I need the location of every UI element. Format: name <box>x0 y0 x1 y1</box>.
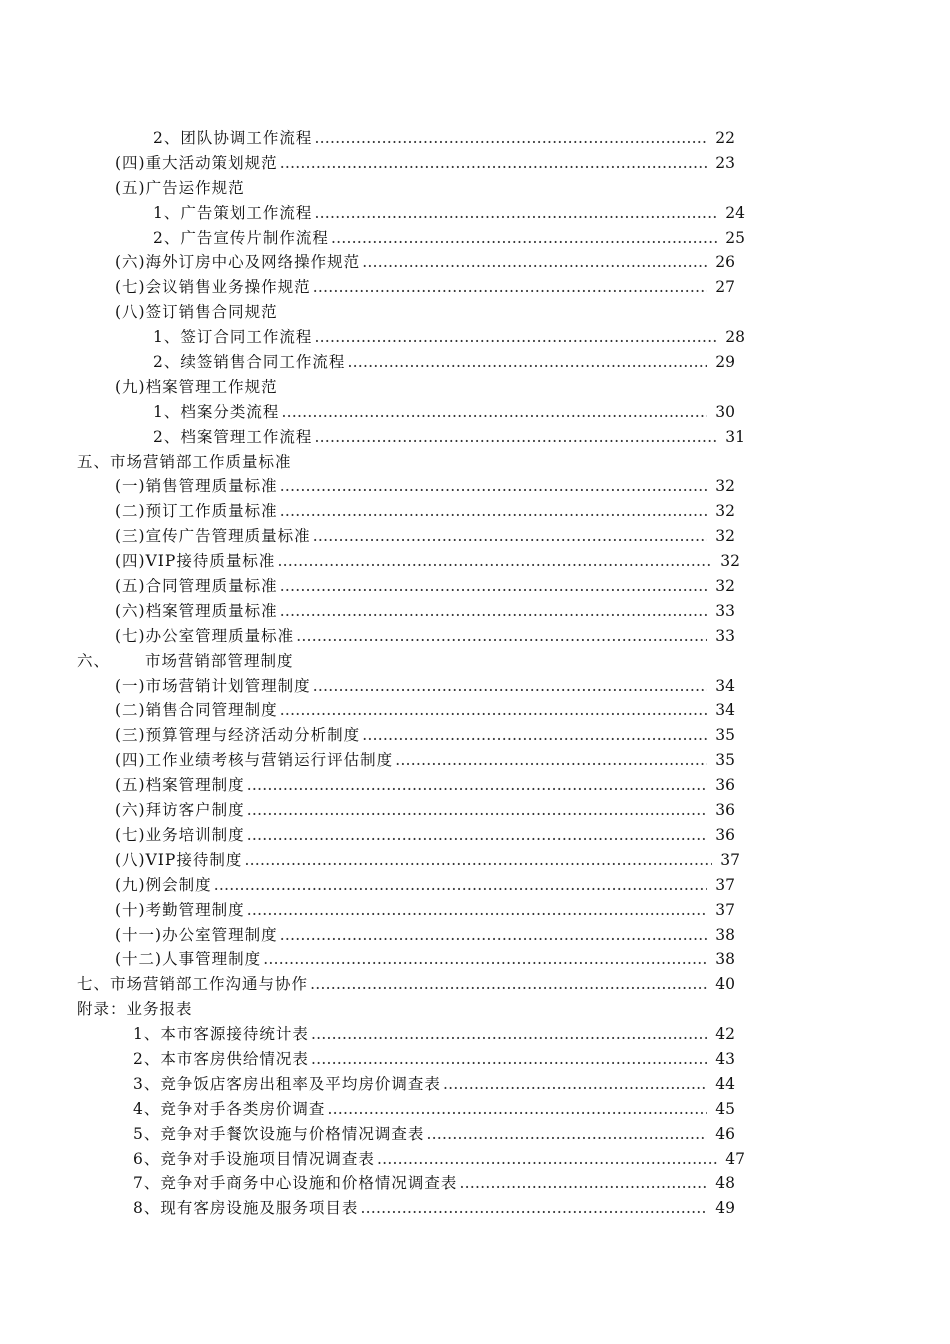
toc-entry[interactable] <box>0 549 740 574</box>
toc-page-number: 47 <box>725 1149 745 1168</box>
toc-entry-label: 2、档案管理工作流程 <box>153 427 313 446</box>
toc-entry-label: 附录：业务报表 <box>77 1000 193 1019</box>
toc-entry-label: (六)拜访客户制度 <box>115 801 245 820</box>
toc-entry-label: 1、本市客源接待统计表 <box>133 1025 309 1044</box>
toc-entry-label: (一)销售管理质量标准 <box>115 477 278 496</box>
toc-entry-label: 1、广告策划工作流程 <box>153 203 313 222</box>
toc-entry[interactable] <box>0 599 735 624</box>
dot-leader <box>247 823 708 848</box>
toc-page-number: 28 <box>725 328 745 347</box>
dot-leader <box>377 1147 717 1172</box>
toc-page-number: 35 <box>715 751 735 770</box>
toc-page-number: 24 <box>725 203 745 222</box>
toc-page-number: 25 <box>725 228 745 247</box>
dot-leader <box>280 923 708 948</box>
dot-leader <box>311 1047 707 1072</box>
toc-entry[interactable] <box>0 275 735 300</box>
dot-leader <box>280 151 708 176</box>
dot-leader <box>244 848 712 873</box>
dot-leader <box>310 972 707 997</box>
toc-entry[interactable] <box>0 947 735 972</box>
toc-entry-label: 2、团队协调工作流程 <box>153 129 313 147</box>
toc-entry[interactable] <box>0 972 735 997</box>
toc-entry[interactable] <box>0 698 735 723</box>
toc-entry[interactable] <box>0 848 740 873</box>
toc-entry[interactable] <box>0 997 950 1022</box>
toc-page-number: 27 <box>715 278 735 297</box>
toc-entry[interactable] <box>0 350 735 375</box>
toc-page-number: 36 <box>715 801 735 820</box>
dot-leader <box>296 624 707 649</box>
dot-leader <box>360 1196 707 1221</box>
toc-entry[interactable] <box>0 1072 735 1097</box>
toc-entry[interactable] <box>0 1047 735 1072</box>
toc-entry-label: 七、市场营销部工作沟通与协作 <box>77 975 309 994</box>
dot-leader <box>362 723 707 748</box>
toc-entry-label: (二)预订工作质量标准 <box>115 502 278 521</box>
toc-page-number: 38 <box>715 925 735 944</box>
toc-entry[interactable] <box>0 748 735 773</box>
toc-entry-label: (三)预算管理与经济活动分析制度 <box>115 726 361 745</box>
toc-entry-label: (五)广告运作规范 <box>115 178 245 197</box>
toc-entry-label: (四)重大活动策划规范 <box>115 153 278 172</box>
toc-section-number: 六、 <box>77 651 111 670</box>
toc-entry-label: (八)签订销售合同规范 <box>115 303 278 322</box>
dot-leader <box>311 1022 707 1047</box>
dot-leader <box>327 1097 707 1122</box>
toc-page-number: 23 <box>715 153 735 172</box>
toc-page-number: 26 <box>715 253 735 272</box>
toc-entry[interactable] <box>0 524 735 549</box>
toc-entry-label: (一)市场营销计划管理制度 <box>115 676 311 695</box>
toc-entry-label: (七)会议销售业务操作规范 <box>115 278 311 297</box>
dot-leader <box>280 474 708 499</box>
toc-entry-label: (二)销售合同管理制度 <box>115 701 278 720</box>
toc-page-number: 34 <box>715 701 735 720</box>
toc-entry[interactable] <box>0 250 735 275</box>
toc-entry[interactable] <box>0 1022 735 1047</box>
toc-entry[interactable] <box>0 773 735 798</box>
dot-leader <box>247 798 708 823</box>
toc-entry-label: (十一)办公室管理制度 <box>115 925 278 944</box>
toc-entry[interactable] <box>0 499 735 524</box>
toc-page-number: 40 <box>715 975 735 994</box>
toc-entry[interactable] <box>0 425 745 450</box>
toc-page-number: 38 <box>715 950 735 969</box>
dot-leader <box>277 549 712 574</box>
toc-entry[interactable] <box>0 823 735 848</box>
toc-page-number: 37 <box>715 875 735 894</box>
toc-entry-label: (四)工作业绩考核与营销运行评估制度 <box>115 751 394 770</box>
toc-page-number: 32 <box>715 527 735 546</box>
toc-entry-label: 6、竞争对手设施项目情况调查表 <box>133 1149 375 1168</box>
dot-leader <box>280 698 708 723</box>
toc-entry[interactable] <box>0 1147 745 1172</box>
toc-entry-label: (五)档案管理制度 <box>115 776 245 795</box>
toc-entry[interactable] <box>0 624 735 649</box>
dot-leader <box>263 947 707 972</box>
toc-entry-label: 1、签订合同工作流程 <box>153 328 313 347</box>
toc-entry-label: (九)例会制度 <box>115 875 212 894</box>
toc-page-number: 46 <box>715 1124 735 1143</box>
toc-page-number: 49 <box>715 1199 735 1218</box>
dot-leader <box>314 126 707 151</box>
toc-page-number: 34 <box>715 676 735 695</box>
toc-entry-label: 5、竞争对手餐饮设施与价格情况调查表 <box>133 1124 425 1143</box>
toc-page-number: 32 <box>715 477 735 496</box>
toc-entry-label: (三)宣传广告管理质量标准 <box>115 527 311 546</box>
table-of-contents <box>0 126 950 1221</box>
toc-entry[interactable] <box>0 723 735 748</box>
toc-entry-label: 2、续签销售合同工作流程 <box>153 353 346 372</box>
toc-entry[interactable] <box>0 226 745 251</box>
toc-entry-label: (十)考勤管理制度 <box>115 900 245 919</box>
toc-entry[interactable] <box>0 126 735 151</box>
dot-leader <box>280 499 708 524</box>
toc-entry-label: 8、现有客房设施及服务项目表 <box>133 1199 359 1218</box>
dot-leader <box>314 325 717 350</box>
toc-entry[interactable] <box>0 325 745 350</box>
dot-leader <box>313 674 708 699</box>
toc-entry-label: (八)VIP接待制度 <box>115 850 243 869</box>
dot-leader <box>459 1171 707 1196</box>
dot-leader <box>280 574 708 599</box>
toc-entry[interactable] <box>0 450 950 475</box>
toc-page-number: 33 <box>715 601 735 620</box>
dot-leader <box>426 1122 707 1147</box>
toc-entry[interactable] <box>0 798 735 823</box>
toc-page-number: 43 <box>715 1049 735 1068</box>
toc-entry[interactable] <box>0 898 735 923</box>
toc-page-number: 29 <box>715 353 735 372</box>
dot-leader <box>443 1072 707 1097</box>
dot-leader <box>247 773 708 798</box>
toc-page-number: 32 <box>715 502 735 521</box>
toc-entry-label: 3、竞争饭店客房出租率及平均房价调查表 <box>133 1074 441 1093</box>
toc-entry[interactable] <box>0 474 735 499</box>
toc-page-number: 42 <box>715 1025 735 1044</box>
toc-page-number: 31 <box>725 427 745 446</box>
toc-entry-label: (六)档案管理质量标准 <box>115 601 278 620</box>
toc-page-number: 35 <box>715 726 735 745</box>
toc-entry-label: 1、档案分类流程 <box>153 402 280 421</box>
toc-page-number: 32 <box>715 577 735 596</box>
dot-leader <box>362 250 707 275</box>
toc-entry[interactable] <box>0 674 735 699</box>
dot-leader <box>281 400 707 425</box>
toc-entry-label: (九)档案管理工作规范 <box>115 377 278 396</box>
toc-entry[interactable] <box>0 923 735 948</box>
toc-page-number: 48 <box>715 1174 735 1193</box>
toc-entry-label: (十二)人事管理制度 <box>115 950 262 969</box>
toc-entry[interactable] <box>0 574 735 599</box>
toc-entry-label: 4、竞争对手各类房价调查 <box>133 1099 326 1118</box>
toc-entry-label: (五)合同管理质量标准 <box>115 577 278 596</box>
toc-entry[interactable] <box>0 873 735 898</box>
toc-entry-label: 2、广告宣传片制作流程 <box>153 228 329 247</box>
toc-page-number: 44 <box>715 1074 735 1093</box>
toc-page-number: 37 <box>720 850 740 869</box>
toc-entry-label: (四)VIP接待质量标准 <box>115 552 276 571</box>
dot-leader <box>280 599 708 624</box>
toc-entry[interactable] <box>0 1122 735 1147</box>
toc-entry[interactable] <box>0 649 950 674</box>
toc-page-number: 37 <box>715 900 735 919</box>
toc-entry[interactable] <box>0 300 950 325</box>
dot-leader <box>331 226 717 251</box>
toc-entry[interactable] <box>0 176 950 201</box>
toc-entry[interactable] <box>0 201 745 226</box>
toc-entry[interactable] <box>0 375 950 400</box>
dot-leader <box>347 350 707 375</box>
toc-entry[interactable] <box>0 1171 735 1196</box>
toc-entry-label: (六)海外订房中心及网络操作规范 <box>115 253 361 272</box>
dot-leader <box>314 201 717 226</box>
toc-entry-label: (七)办公室管理质量标准 <box>115 626 295 645</box>
toc-page-number: 32 <box>720 552 740 571</box>
toc-entry-label: (七)业务培训制度 <box>115 825 245 844</box>
toc-page-number: 22 <box>715 129 735 147</box>
dot-leader <box>314 425 717 450</box>
dot-leader <box>313 524 708 549</box>
toc-entry[interactable] <box>0 400 735 425</box>
dot-leader <box>313 275 708 300</box>
toc-page-number: 45 <box>715 1099 735 1118</box>
toc-page-number: 36 <box>715 825 735 844</box>
toc-entry-label: 7、竞争对手商务中心设施和价格情况调查表 <box>133 1174 458 1193</box>
toc-page-number: 30 <box>715 402 735 421</box>
toc-entry[interactable] <box>0 1196 735 1221</box>
toc-entry[interactable] <box>0 151 735 176</box>
toc-entry-label: 2、本市客房供给情况表 <box>133 1049 309 1068</box>
toc-page-number: 33 <box>715 626 735 645</box>
toc-entry-label: 五、市场营销部工作质量标准 <box>77 452 292 471</box>
dot-leader <box>214 873 708 898</box>
dot-leader <box>247 898 708 923</box>
dot-leader <box>395 748 707 773</box>
toc-page-number: 36 <box>715 776 735 795</box>
toc-entry-label: 市场营销部管理制度 <box>145 651 294 670</box>
toc-entry[interactable] <box>0 1097 735 1122</box>
